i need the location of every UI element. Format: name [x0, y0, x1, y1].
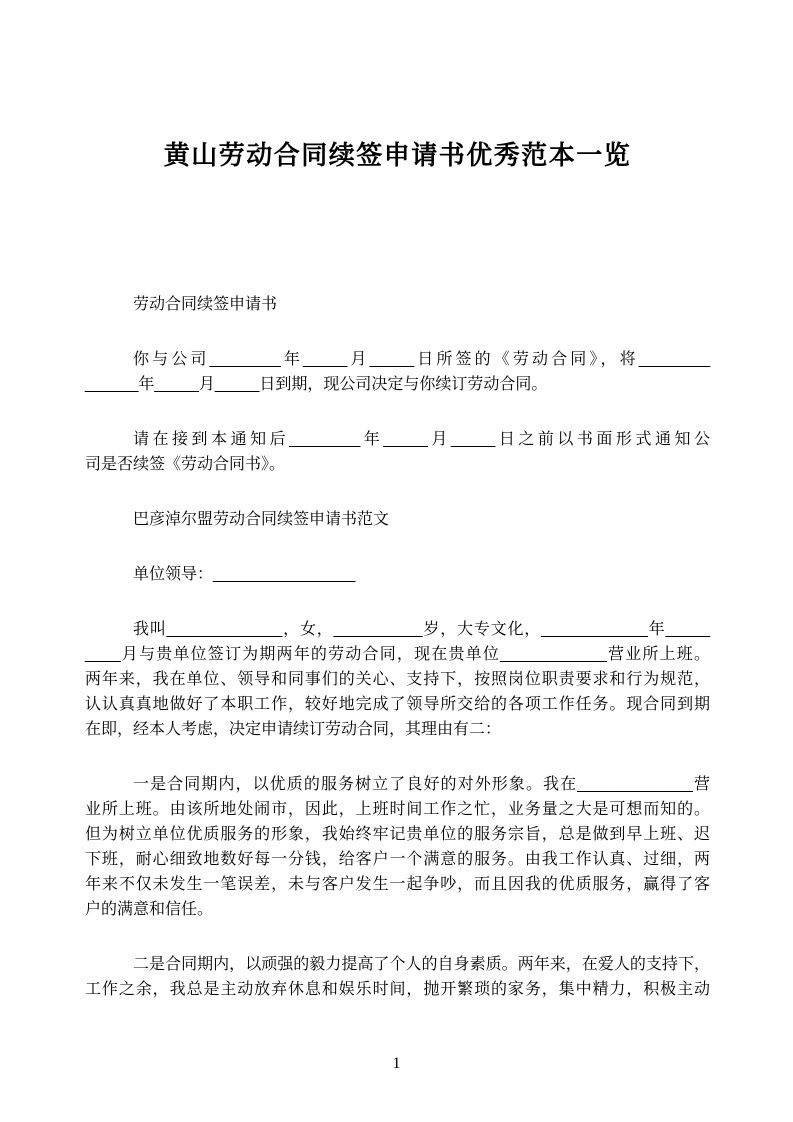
- paragraph-line: 户的满意和信任。: [85, 901, 214, 918]
- paragraph: [85, 772, 710, 922]
- paragraph-line: 工作之余，我总是主动放弃休息和娱乐时间，抛开繁琐的家务，集中精力，积极主动: [85, 981, 710, 998]
- paragraph-line: 司是否续签《劳动合同书》。: [85, 456, 286, 473]
- paragraph-container: [85, 292, 710, 1002]
- paragraph-line: 你与公司________年_____月_____日所签的《劳动合同》，将________: [133, 351, 710, 368]
- paragraph: [85, 507, 710, 532]
- paragraph-line: 请在接到本通知后________年_____月_____日之前以书面形式通知公: [133, 431, 710, 448]
- paragraph-line: 在即，经本人考虑，决定申请续订劳动合同，其理由有二：: [85, 721, 502, 738]
- paragraph-line: 下班，耐心细致地数好每一分钱，给客户一个满意的服务。由我工作认真、过细，两: [85, 851, 710, 868]
- paragraph-line: 年来不仅未发生一笔误差，未与客户发生一起争吵，而且因我的优质服务，赢得了客: [85, 876, 710, 893]
- paragraph-line: ____月与贵单位签订为期两年的劳动合同，现在贵单位____________营业所上班。: [85, 646, 710, 663]
- document-body: [85, 138, 710, 1002]
- document-title: 黄山劳动合同续签申请书优秀范本一览: [163, 140, 632, 170]
- paragraph-line: 单位领导：________________: [133, 566, 356, 583]
- paragraph: [85, 427, 710, 477]
- paragraph: [85, 952, 710, 1002]
- paragraph-line: 两年来，我在单位、领导和同事们的关心、支持下，按照岗位职责要求和行为规范，: [85, 671, 710, 688]
- page-number: 1: [392, 1055, 401, 1072]
- paragraph: [85, 347, 710, 397]
- paragraph: [85, 617, 710, 742]
- paragraph-line: 我叫_____________，女，__________岁，大专文化，____________年_____: [133, 621, 710, 638]
- paragraph: [85, 562, 710, 587]
- paragraph-line: 认认真真地做好了本职工作，较好地完成了领导所交给的各项工作任务。现合同到期: [85, 696, 710, 713]
- paragraph-line: 一是合同期内，以优质的服务树立了良好的对外形象。我在_____________营: [133, 776, 710, 793]
- paragraph: [85, 292, 710, 317]
- paragraph-line: 劳动合同续签申请书: [133, 296, 278, 313]
- paragraph-line: 业所上班。由该所地处闹市，因此，上班时间工作之忙，业务量之大是可想而知的。: [85, 801, 710, 818]
- paragraph-line: 巴彦淖尔盟劳动合同续签申请书范文: [133, 511, 390, 528]
- paragraph-line: ______年_____月_____日到期，现公司决定与你续订劳动合同。: [85, 376, 548, 393]
- paragraph-line: 二是合同期内，以顽强的毅力提高了个人的自身素质。两年来，在爱人的支持下，: [133, 956, 710, 973]
- paragraph-line: 但为树立单位优质服务的形象，我始终牢记贵单位的服务宗旨，总是做到早上班、迟: [85, 826, 710, 843]
